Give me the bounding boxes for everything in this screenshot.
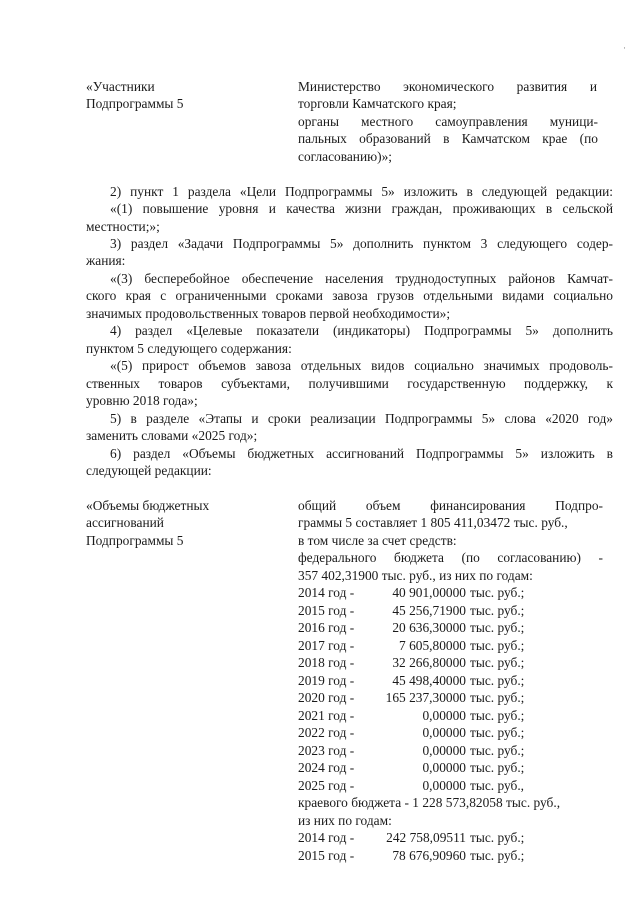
budget-label-line: «Объемы бюджетных	[86, 498, 210, 513]
year-unit: тыс. руб.;	[470, 673, 525, 688]
paragraph-line: 2) пункт 1 раздела «Цели Подпрограммы 5» изложить в следующей редакции:	[110, 184, 613, 199]
paragraph-line: значимых продовольственных товаров первой необходимости»;	[86, 306, 451, 321]
year-amount: 45 498,40000	[392, 673, 466, 688]
year-unit: тыс. руб.;	[470, 655, 525, 670]
participants-value-line: Министерство экономического развития и	[298, 79, 597, 94]
year-label: 2020 год -	[298, 690, 355, 705]
year-label: 2019 год -	[298, 673, 355, 688]
year-unit: тыс. руб.;	[470, 603, 525, 618]
year-row	[298, 742, 524, 759]
year-unit: тыс. руб.;	[470, 760, 525, 775]
budget-label-line: Подпрограммы 5	[86, 533, 184, 548]
paragraph-line: пунктом 5 следующего содержания:	[86, 341, 292, 356]
year-row	[298, 584, 524, 601]
budget-value-line: 357 402,31900 тыс. руб., из них по годам:	[298, 568, 533, 583]
year-amount: 32 266,80000	[392, 655, 466, 670]
year-amount: 242 758,09511	[386, 830, 466, 845]
year-unit: тыс. руб.;	[470, 725, 525, 740]
year-label: 2021 год -	[298, 708, 355, 723]
year-amount: 20 636,30000	[392, 620, 466, 635]
year-row	[298, 707, 524, 724]
paragraph-line: 6) раздел «Объемы бюджетных ассигнований Подпрограммы 5» изложить в	[110, 446, 613, 461]
year-amount: 165 237,30000	[385, 690, 466, 705]
year-row	[298, 654, 524, 671]
year-unit: тыс. руб.;	[470, 708, 525, 723]
paragraph-line: ского края с ограниченными сроками завоза грузов отдельными видами социально	[86, 288, 613, 303]
year-unit: тыс. руб.;	[470, 743, 525, 758]
paragraph-line: «(1) повышение уровня и качества жизни граждан, проживающих в сельской	[110, 201, 613, 216]
year-row	[298, 847, 524, 864]
year-label: 2024 год -	[298, 760, 355, 775]
year-row	[298, 759, 524, 776]
paragraph-line: «(3) бесперебойное обеспечение населения труднодоступных районов Камчат-	[110, 271, 613, 286]
year-amount: 78 676,90960	[392, 848, 466, 863]
year-label: 2017 год -	[298, 638, 355, 653]
participants-label-line: Подпрограммы 5	[86, 96, 184, 111]
year-label: 2023 год -	[298, 743, 355, 758]
year-label: 2025 год -	[298, 778, 355, 793]
year-label: 2022 год -	[298, 725, 355, 740]
paragraph-line: ственных товаров субъектами, получившими государственную поддержку, к	[86, 376, 613, 391]
year-unit: тыс. руб.;	[470, 830, 525, 845]
year-unit: тыс. руб.;	[470, 620, 525, 635]
year-amount: 0,00000	[422, 708, 466, 723]
regional-budget-line: из них по годам:	[298, 813, 392, 828]
year-amount: 0,00000	[422, 778, 466, 793]
budget-value-line: федерального бюджета (по согласованию) -	[298, 550, 603, 565]
year-unit: тыс. руб.;	[470, 690, 525, 705]
year-amount: 0,00000	[422, 743, 466, 758]
year-unit: тыс. руб.;	[470, 848, 525, 863]
paragraph-line: 3) раздел «Задачи Подпрограммы 5» дополнить пунктом 3 следующего содер-	[110, 236, 613, 251]
year-row	[298, 689, 524, 706]
paragraph-line: 4) раздел «Целевые показатели (индикаторы) Подпрограммы 5» дополнить	[110, 323, 613, 338]
year-label: 2016 год -	[298, 620, 355, 635]
paragraph-line: местности;»;	[86, 219, 160, 234]
participants-value-line: органы местного самоуправления муници-	[298, 114, 598, 129]
year-unit: тыс. руб.;	[470, 638, 525, 653]
year-row	[298, 829, 524, 846]
year-amount: 0,00000	[422, 760, 466, 775]
budget-value-line: в том числе за счет средств:	[298, 533, 457, 548]
paragraph-line: 5) в разделе «Этапы и сроки реализации Подпрограммы 5» слова «2020 год»	[110, 411, 613, 426]
paragraph-line: следующей редакции:	[86, 463, 212, 478]
year-unit: тыс. руб.;	[470, 585, 525, 600]
year-row	[298, 619, 524, 636]
participants-value-line: согласованию)»;	[298, 149, 393, 164]
year-row	[298, 672, 524, 689]
year-label: 2014 год -	[298, 585, 355, 600]
year-label: 2015 год -	[298, 848, 355, 863]
year-row	[298, 777, 524, 794]
paragraph-line: жания:	[86, 253, 126, 268]
participants-label-line: «Участники	[86, 79, 155, 94]
year-amount: 40 901,00000	[392, 585, 466, 600]
year-label: 2018 год -	[298, 655, 355, 670]
year-row	[298, 724, 524, 741]
year-label: 2015 год -	[298, 603, 355, 618]
year-amount: 45 256,71900	[392, 603, 466, 618]
participants-value-line: торговли Камчатского края;	[298, 96, 457, 111]
year-row	[298, 602, 524, 619]
budget-label-line: ассигнований	[86, 515, 164, 530]
year-unit: тыс. руб.,	[470, 778, 525, 793]
paragraph-line: «(5) прирост объемов завоза отдельных видов социально значимых продоволь-	[110, 358, 613, 373]
year-label: 2014 год -	[298, 830, 355, 845]
paragraph-line: заменить словами «2025 год»;	[86, 428, 258, 443]
corner-mark: ·	[623, 43, 626, 53]
paragraph-line: уровню 2018 года»;	[86, 393, 198, 408]
year-row	[298, 637, 524, 654]
year-amount: 7 605,80000	[399, 638, 466, 653]
year-amount: 0,00000	[422, 725, 466, 740]
budget-value-line: граммы 5 составляет 1 805 411,03472 тыс. руб.,	[298, 515, 568, 530]
regional-budget-line: краевого бюджета - 1 228 573,82058 тыс. руб.,	[298, 795, 561, 810]
budget-value-line: общий объем финансирования Подпро-	[298, 498, 603, 513]
participants-value-line: пальных образований в Камчатском крае (по	[298, 131, 598, 146]
